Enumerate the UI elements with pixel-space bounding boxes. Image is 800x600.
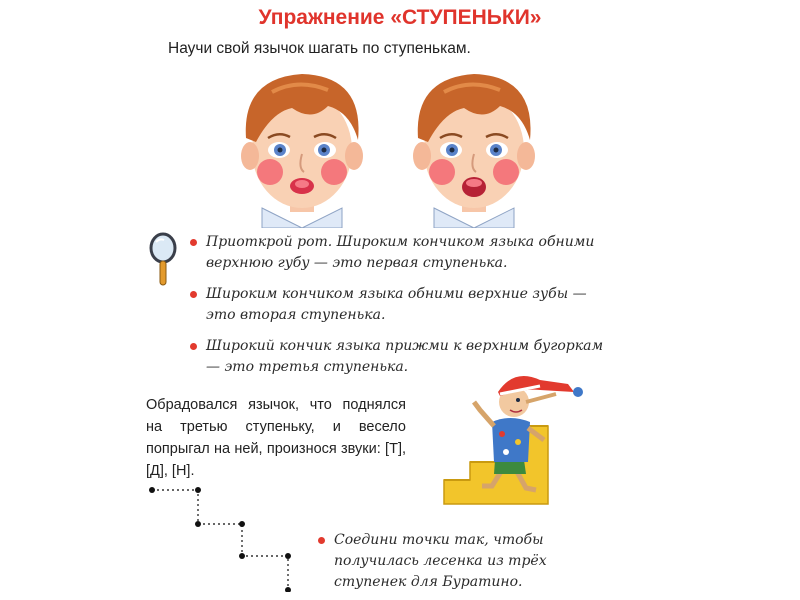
- page-title: Упражнение «СТУПЕНЬКИ»: [258, 6, 542, 29]
- list-item: [188, 284, 618, 326]
- instruction-text: Широкий кончик языка прижми к верхним бугоркам — это третья ступенька.: [206, 338, 604, 375]
- instruction-text: Приоткрой рот. Широким кончиком языка обними верхнюю губу — это первая ступенька.: [206, 234, 595, 271]
- page-subtitle: Научи свой язычок шагать по ступенькам.: [168, 40, 471, 57]
- task-list: [316, 530, 616, 593]
- bullet-icon: [190, 291, 197, 298]
- task-text: Соедини точки так, чтобы получилась лесенка из трёх ступенек для Буратино.: [334, 532, 547, 590]
- list-item: [316, 530, 616, 593]
- instruction-text: Широким кончиком языка обними верхние зубы — это вторая ступенька.: [206, 286, 587, 323]
- bullet-icon: [318, 537, 325, 544]
- bullet-icon: [190, 239, 197, 246]
- hand-mirror-icon: [146, 232, 180, 293]
- pinocchio-on-stairs-icon: [440, 362, 600, 517]
- dotted-ladder-icon: [146, 482, 296, 597]
- list-item: [188, 232, 618, 274]
- boy-face-tongue-up-icon: [404, 68, 544, 228]
- bullet-icon: [190, 343, 197, 350]
- boy-face-tongue-out-icon: [232, 68, 372, 228]
- story-paragraph: Обрадовался язычок, что поднялся на третью ступеньку, и весело попрыгал на ней, произнося звуки: [Т], [Д], [Н].: [146, 397, 406, 479]
